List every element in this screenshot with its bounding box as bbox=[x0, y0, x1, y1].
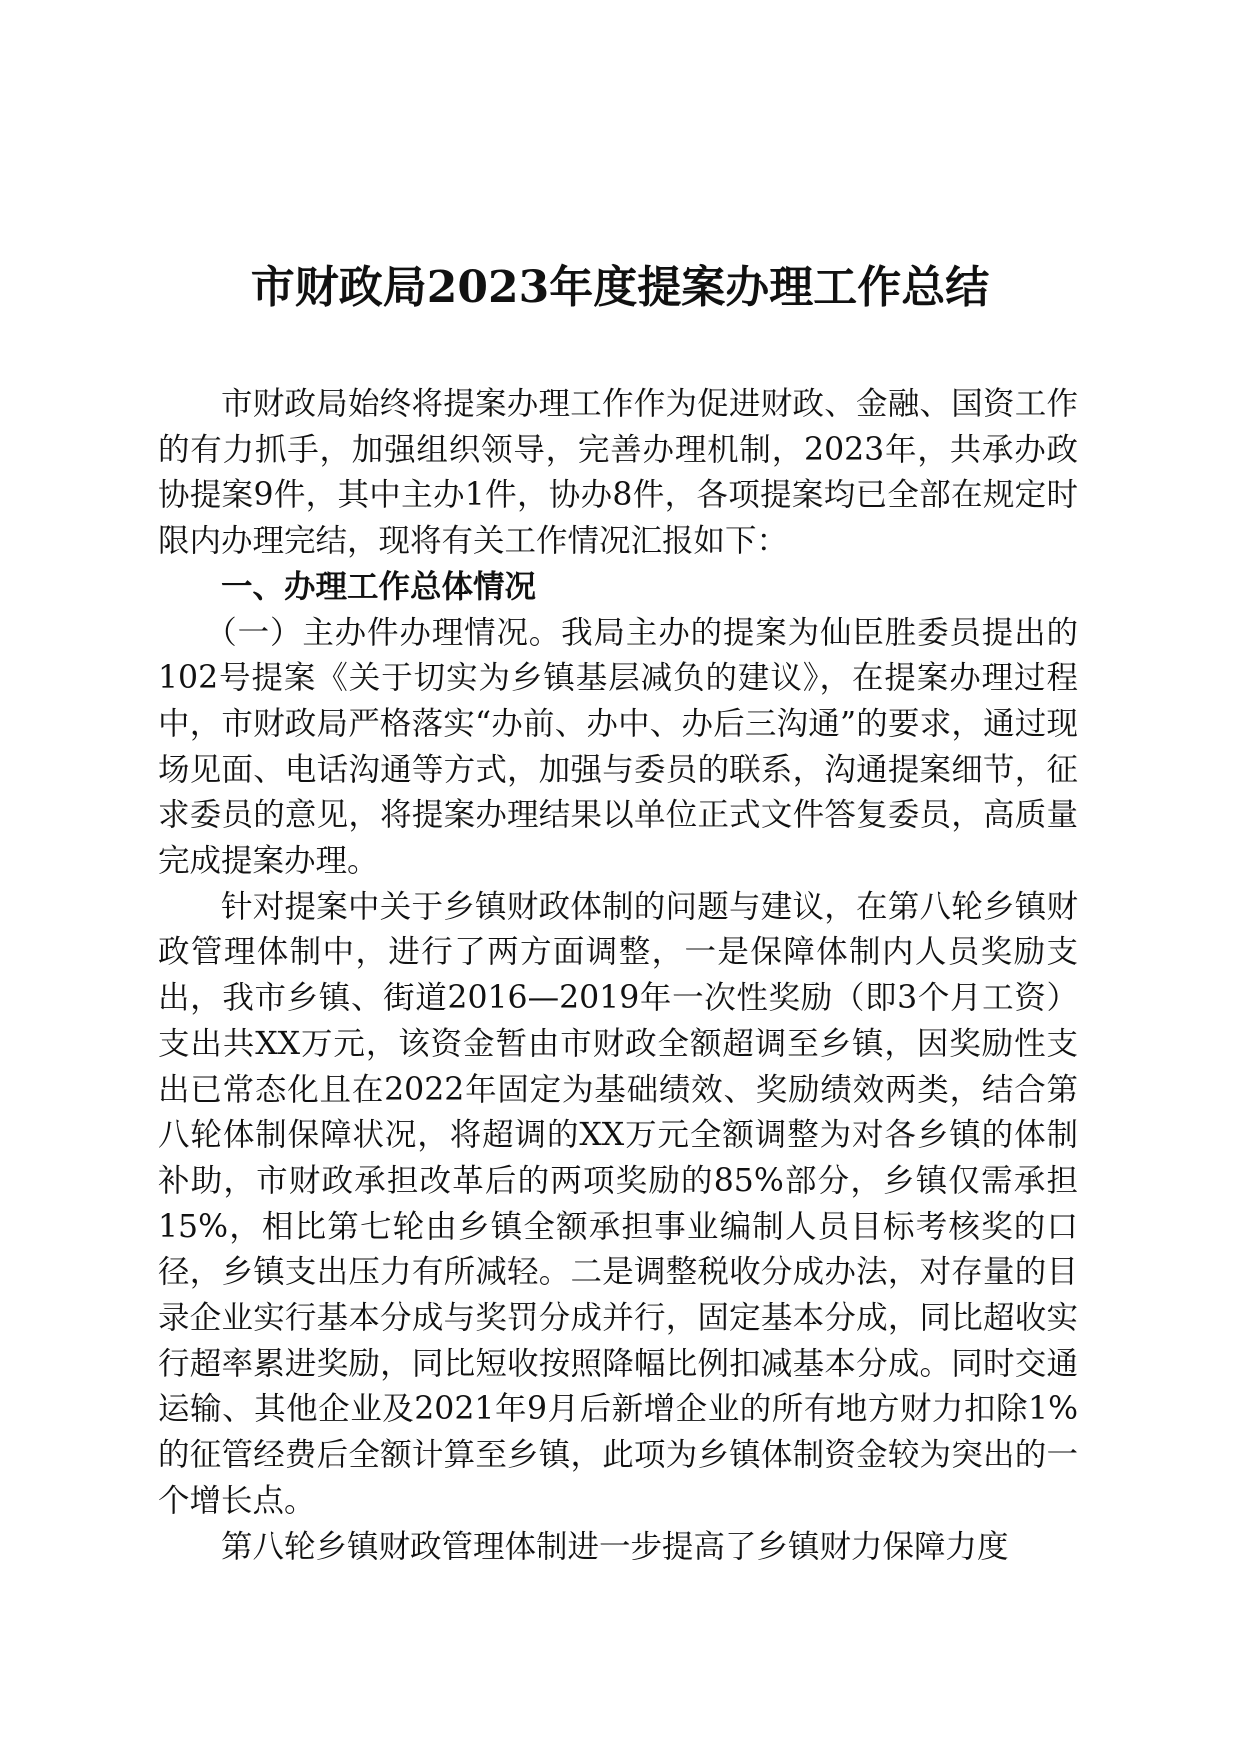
document-title: 市财政局2023年度提案办理工作总结 bbox=[250, 262, 990, 313]
intro-paragraph: 市财政局始终将提案办理工作作为促进财政、金融、国资工作的有力抓手，加强组织领导，完善办理机制，2023年，共承办政协提案9件，其中主办1件，协办8件，各项提案均已全部在规定时限内办理完结，现将有关工作情况汇报如下： bbox=[158, 386, 1078, 560]
body-paragraph-continued: 第八轮乡镇财政管理体制进一步提高了乡镇财力保障力度 bbox=[221, 1528, 1009, 1565]
subsection-paragraph: （一）主办件办理情况。我局主办的提案为仙臣胜委员提出的102号提案《关于切实为乡镇基层减负的建议》，在提案办理过程中，市财政局严格落实“办前、办中、办后三沟通”的要求，通过现场见面、电话沟通等方式，加强与委员的联系，沟通提案细节，征求委员的意见，将提案办理结果以单位正式文件答复委员，高质量完成提案办理。 bbox=[158, 614, 1078, 880]
body-paragraph: 针对提案中关于乡镇财政体制的问题与建议，在第八轮乡镇财政管理体制中，进行了两方面调整，一是保障体制内人员奖励支出，我市乡镇、街道2016—2019年一次性奖励（即3个月工资）支出共XX万元，该资金暂由市财政全额超调至乡镇，因奖励性支出已常态化且在2022年固定为基础绩效、奖励绩效两类，结合第八轮体制保障状况，将超调的XX万元全额调整为对各乡镇的体制补助，市财政承担改革后的两项奖励的85%部分，乡镇仅需承担15%，相比第七轮由乡镇全额承担事业编制人员目标考核奖的口径，乡镇支出压力有所减轻。二是调整税收分成办法，对存量的目录企业实行基本分成与奖罚分成并行，固定基本分成，同比超收实行超率累进奖励，同比短收按照降幅比例扣减基本分成。同时交通运输、其他企业及2021年9月后新增企业的所有地方财力扣除1%的征管经费后全额计算至乡镇，此项为乡镇体制资金较为突出的一个增长点。 bbox=[158, 888, 1078, 1519]
section-heading: 一、办理工作总体情况 bbox=[221, 568, 537, 605]
document-body bbox=[158, 382, 1078, 1570]
